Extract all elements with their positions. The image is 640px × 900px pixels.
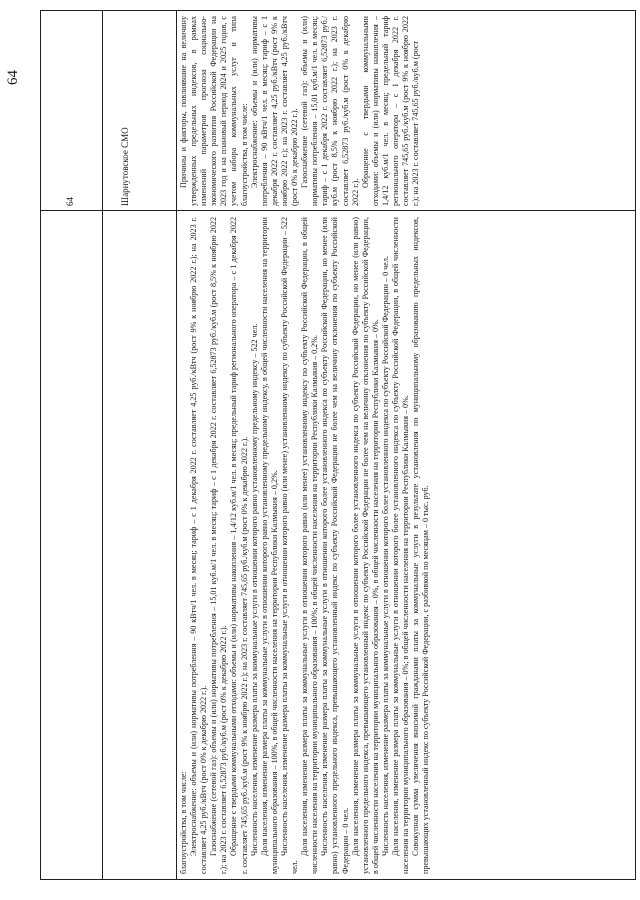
paragraph: Доля населения, изменение размера платы за коммунальные услуги в отношении которого равно (или менее) установленному индексу по субъекту Российской Федерации, в общей численности населения на территории муниципального образования – 100%; в общей численности населения на территории Республики Калмыкия – 0,2%. — [300, 217, 320, 874]
paragraph: благоустройства, в том числе: — [179, 771, 188, 874]
table-border-left — [40, 879, 636, 880]
paragraph: Электроснабжение: объемы и (или) нормативы потребления – 90 кВтч/1 чел. в месяц; тариф – с 1 декабря 2022 г. составляет 4,25 руб./кВтч (рост 9% к ноябрю 2022 г.); на 2023 г. составляет 4,25 руб./кВтч (рост 0% к декабрю 2022 г.). — [189, 217, 209, 874]
paragraph: Газоснабжение (сетевой газ): объемы и (или) нормативы потребления – 15,01 куб.м/1 чел. в месяц; тариф – с 1 декабря 2022 г. составляет 6,52873 руб./куб.м (рост 8,5% к ноябрю 2022 г.); на 2023 г. составляет 6,52873 руб./куб.м (рост 0% к декабрю 2022 г.). — [300, 16, 360, 206]
paragraph: Обращение с твердыми коммунальными отходами: объемы и (или) нормативы накопления – 1,4/12 куб.м/1 чел. в месяц; предельный тариф регионального оператора – с 1 декабря 2022 г. составляет 745,65 руб./куб.м (рост 9% к ноябрю 2022 г.); на 2023 г. составляет 745,65 руб./куб.м (рост — [360, 16, 421, 206]
settlement-name: Шарнутовское СМО — [120, 127, 130, 206]
record-text-cell — [179, 16, 633, 206]
paragraph: Электроснабжение: объемы и (или) нормативы потребления – 90 кВтч/1 чел. в месяц; тариф – с 1 декабря 2022 г. составляет 4,25 руб./кВтч (рост 9% к ноябрю 2022 г.); на 2023 г. составляет 4,25 руб./кВтч (рост 0% к декабрю 2022 г.). — [249, 16, 300, 206]
paragraph: Причины и факторы, повлиявшие на величину утвержденных предельных индексов, в рамках изменений параметров прогноза социально-экономического развития Российской Федерации на 2023 год и на плановый период 2024 и 2025 годов, с учетом набора коммунальных услуг и типа благоустройства, в том числе: — [179, 16, 249, 206]
paragraph: Совокупная сумма увеличения вносимой гражданами платы за коммунальные услуги в результате установления по муниципальному образованию предельных индексов, превышающих установленный индекс по субъекту Российской Федерации, с разбивкой по месяцам – 0 тыс. руб. — [411, 217, 431, 874]
row-divider — [40, 210, 636, 211]
paragraph: Численность населения, изменение размера платы за коммунальные услуги в отношении которого равно (или менее) установленному индексу по субъекту Российской Федерации – 522 чел. — [279, 217, 300, 874]
page-number: 64 — [5, 70, 21, 85]
column-divider-1 — [102, 10, 103, 880]
paragraph: Численность населения, изменение размера платы за коммунальные услуги в отношении которого более установленного индекса по субъекту Российской Федерации – 0 чел. — [380, 256, 390, 856]
column-divider-2 — [176, 10, 177, 880]
table-border-bottom — [635, 10, 636, 880]
data-table — [40, 10, 636, 880]
continued-text-cell — [179, 217, 633, 874]
paragraph: Доля населения, изменение размера платы за коммунальные услуги в отношении которого равно установленному предельному индексу, в общей численности населения на территории муниципального образования – 100%, в общей численности населения на территории Республики Калмыкия – 0,2%. — [259, 217, 279, 874]
paragraph: Обращение с твердыми коммунальными отходами: объемы и (или) нормативы накопления – 1,4/12 куб.м/1 чел. в месяц; предельный тариф регионального оператора – с 1 декабря 2022 г. составляет 745,65 руб./куб.м (рост 9% к ноябрю 2022 г.); на 2023 г. составляет 745,65 руб./куб.м (рост 0% к декабрю 2022 г.). — [229, 217, 249, 874]
table-border-top — [40, 10, 41, 880]
paragraph: Газоснабжение (сетевой газ): объемы и (или) нормативы потребления – 15,01 куб.м/1 чел. в месяц; тариф – с 1 декабря 2022 г. составляет 6,52873 руб./куб.м (рост 8,5% к ноябрю 2022 г.); на 2023 г. составляет 6,52873 руб./куб.м (рост 0% к декабрю 2022 г.). — [209, 217, 229, 874]
paragraph: Доля населения, изменение размера платы за коммунальные услуги в отношении которого более установленного индекса по субъекту Российской Федерации, но менее (или равно) установленного предельного индекса, превышающего установленный индекс по субъекту Российской Федерации не более чем на величину отклонения по субъекту Российской Федерации, в общей численности населения на территории муниципального образования – 0%, в общей численности населения на территории Республики Калмыкия – 0%. — [350, 217, 380, 874]
paragraph: Доля населения, изменение размера платы за коммунальные услуги в отношении которого более установленного индекса по субъекту Российской Федерации, в общей численности населения на территории муниципального образования – 0%; в общей численности населения на территории Республики Калмыкия – 0%. — [390, 217, 411, 874]
table-border-right — [40, 10, 636, 11]
paragraph: Численность населения, изменение размера платы за коммунальные услуги в отношении которого более установленного индекса по субъекту Российской Федерации, но менее (или равно) установленного предельного индекса, превышающего установленный индекс по субъекту Российской Федерации не более чем на величину отклонения по субъекту Российской Федерации – 0 чел. — [320, 217, 350, 874]
paragraph: Численность населения, изменение размера платы за коммунальные услуги в отношении которого равно установленному предельному индексу – 522 чел. — [249, 323, 259, 856]
row-number: 64 — [65, 197, 75, 206]
